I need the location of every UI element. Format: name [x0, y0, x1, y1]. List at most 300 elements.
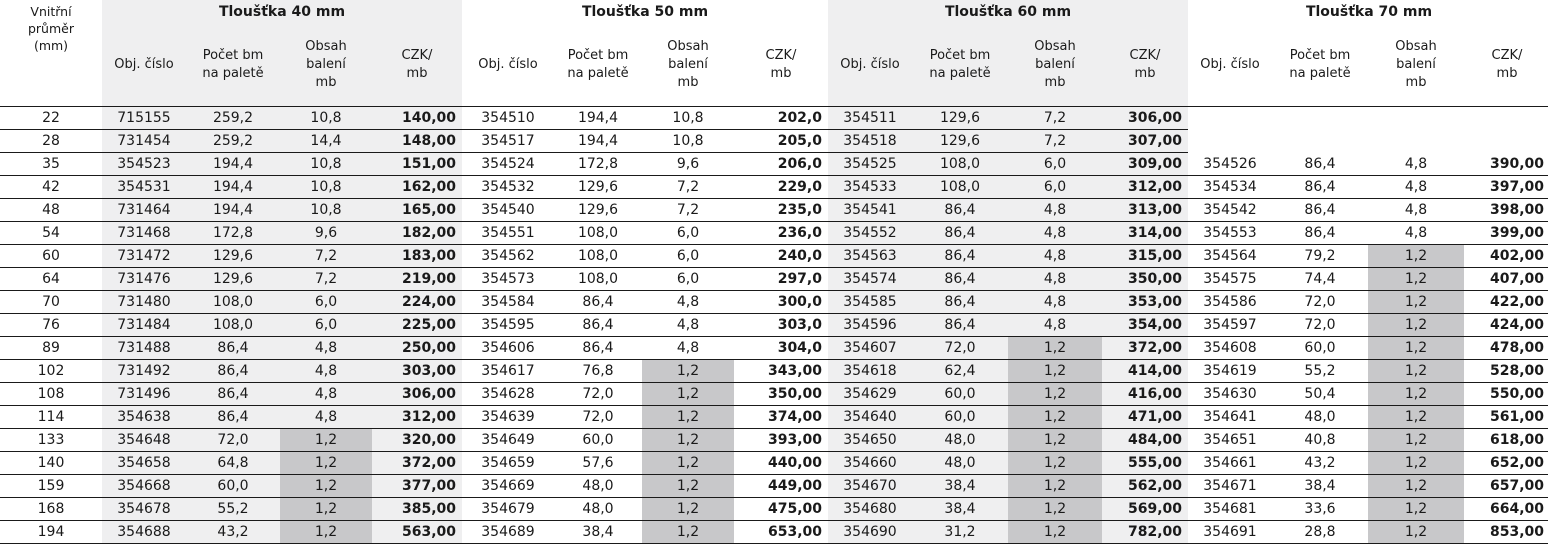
pallet-length-cell: 72,0	[554, 406, 642, 429]
package-content-cell: 4,8	[280, 406, 372, 429]
package-content-cell: 1,2	[1368, 383, 1464, 406]
pallet-length-cell: 86,4	[912, 291, 1008, 314]
pallet-length-cell: 172,8	[554, 153, 642, 176]
column-header-line: Obsah	[667, 39, 709, 54]
pallet-length-cell: 194,4	[186, 176, 280, 199]
diameter-cell: 64	[0, 268, 102, 291]
package-content-cell: 4,8	[280, 383, 372, 406]
price-cell: 140,00	[372, 107, 462, 130]
order-number-cell: 354651	[1188, 429, 1272, 452]
column-header-line: mb	[770, 66, 792, 81]
price-cell: 151,00	[372, 153, 462, 176]
price-cell: 424,00	[1464, 314, 1548, 337]
order-number-cell: 354595	[462, 314, 554, 337]
pallet-length-cell: 129,6	[912, 107, 1008, 130]
order-number-cell: 354523	[102, 153, 186, 176]
pallet-length-cell: 48,0	[554, 475, 642, 498]
pallet-length-cell: 72,0	[1272, 314, 1368, 337]
pallet-length-cell: 38,4	[554, 521, 642, 544]
order-number-cell: 354607	[828, 337, 912, 360]
price-cell: 372,00	[372, 452, 462, 475]
order-number-cell: 354575	[1188, 268, 1272, 291]
diameter-cell: 133	[0, 429, 102, 452]
order-number-cell: 354542	[1188, 199, 1272, 222]
price-cell: 236,0	[734, 222, 828, 245]
package-content-cell: 1,2	[280, 498, 372, 521]
package-content-cell: 7,2	[280, 245, 372, 268]
pallet-length-cell: 38,4	[912, 498, 1008, 521]
pallet-length-cell: 86,4	[912, 245, 1008, 268]
package-content-cell: 4,8	[280, 337, 372, 360]
group-header-60: Tloušťka 60 mm	[828, 0, 1188, 24]
order-number-cell: 354658	[102, 452, 186, 475]
order-number-cell: 354619	[1188, 360, 1272, 383]
pallet-length-cell: 194,4	[186, 199, 280, 222]
package-content-cell: 4,8	[642, 337, 734, 360]
column-header-pocet	[554, 24, 642, 107]
pallet-length-cell: 86,4	[1272, 199, 1368, 222]
table-row	[0, 314, 1548, 337]
order-number-cell	[1188, 130, 1272, 153]
pallet-length-cell: 72,0	[186, 429, 280, 452]
diameter-cell: 22	[0, 107, 102, 130]
package-content-cell: 4,8	[1368, 153, 1464, 176]
price-cell: 664,00	[1464, 498, 1548, 521]
table-row	[0, 521, 1548, 544]
order-number-cell: 354526	[1188, 153, 1272, 176]
package-content-cell: 1,2	[642, 383, 734, 406]
pallet-length-cell: 108,0	[186, 291, 280, 314]
order-number-cell: 731476	[102, 268, 186, 291]
diameter-cell: 159	[0, 475, 102, 498]
package-content-cell: 1,2	[1008, 452, 1102, 475]
column-header-line: CZK/	[765, 48, 797, 63]
column-header-line: CZK/	[1491, 48, 1523, 63]
price-cell: 224,00	[372, 291, 462, 314]
pallet-length-cell: 60,0	[554, 429, 642, 452]
pallet-length-cell: 86,4	[912, 222, 1008, 245]
package-content-cell	[1368, 130, 1464, 153]
group-header-40: Tloušťka 40 mm	[102, 0, 462, 24]
pallet-length-cell: 72,0	[1272, 291, 1368, 314]
price-cell: 416,00	[1102, 383, 1188, 406]
diameter-cell: 42	[0, 176, 102, 199]
order-number-cell: 354639	[462, 406, 554, 429]
price-cell: 182,00	[372, 222, 462, 245]
diameter-label-line: (mm)	[33, 38, 69, 53]
price-cell: 229,0	[734, 176, 828, 199]
pallet-length-cell: 194,4	[554, 130, 642, 153]
price-cell: 225,00	[372, 314, 462, 337]
price-cell: 350,00	[734, 383, 828, 406]
package-content-cell: 1,2	[642, 452, 734, 475]
pallet-length-cell: 38,4	[1272, 475, 1368, 498]
pallet-length-cell: 108,0	[554, 268, 642, 291]
column-header-line: Obj. číslo	[1200, 57, 1260, 72]
pallet-length-cell: 108,0	[554, 245, 642, 268]
price-cell: 250,00	[372, 337, 462, 360]
price-cell: 162,00	[372, 176, 462, 199]
package-content-cell: 14,4	[280, 130, 372, 153]
order-number-cell: 354541	[828, 199, 912, 222]
order-number-cell: 354531	[102, 176, 186, 199]
package-content-cell: 4,8	[642, 314, 734, 337]
pallet-length-cell: 108,0	[912, 153, 1008, 176]
price-cell: 398,00	[1464, 199, 1548, 222]
diameter-cell: 108	[0, 383, 102, 406]
column-header-line: CZK/	[1129, 48, 1161, 63]
package-content-cell: 1,2	[642, 429, 734, 452]
pallet-length-cell: 86,4	[912, 268, 1008, 291]
column-header-line: Obsah	[305, 39, 347, 54]
package-content-cell: 7,2	[642, 199, 734, 222]
price-cell: 240,0	[734, 245, 828, 268]
order-number-cell: 354562	[462, 245, 554, 268]
order-number-cell: 354650	[828, 429, 912, 452]
diameter-label-line: Vnitřní	[30, 4, 72, 19]
pallet-length-cell: 50,4	[1272, 383, 1368, 406]
order-number-cell: 354640	[828, 406, 912, 429]
price-cell: 397,00	[1464, 176, 1548, 199]
pallet-length-cell: 194,4	[554, 107, 642, 130]
table-row	[0, 245, 1548, 268]
pallet-length-cell: 48,0	[912, 452, 1008, 475]
pallet-length-cell: 129,6	[186, 268, 280, 291]
price-cell: 183,00	[372, 245, 462, 268]
column-header-czk	[1464, 24, 1548, 107]
price-cell: 569,00	[1102, 498, 1188, 521]
order-number-cell: 354641	[1188, 406, 1272, 429]
table-row	[0, 383, 1548, 406]
column-header-obj	[102, 24, 186, 107]
price-cell: 235,0	[734, 199, 828, 222]
package-content-cell: 1,2	[1368, 498, 1464, 521]
price-cell: 653,00	[734, 521, 828, 544]
package-content-cell: 1,2	[642, 475, 734, 498]
price-cell: 320,00	[372, 429, 462, 452]
order-number-cell: 715155	[102, 107, 186, 130]
package-content-cell: 6,0	[1008, 176, 1102, 199]
package-content-cell: 4,8	[280, 360, 372, 383]
package-content-cell: 4,8	[1008, 245, 1102, 268]
order-number-cell: 354551	[462, 222, 554, 245]
price-cell: 148,00	[372, 130, 462, 153]
package-content-cell: 7,2	[642, 176, 734, 199]
package-content-cell: 1,2	[1008, 406, 1102, 429]
table-row	[0, 337, 1548, 360]
package-content-cell: 9,6	[280, 222, 372, 245]
column-header-czk	[1102, 24, 1188, 107]
column-header-obsah	[1368, 24, 1464, 107]
price-cell: 312,00	[1102, 176, 1188, 199]
order-number-cell: 731488	[102, 337, 186, 360]
order-number-cell: 731472	[102, 245, 186, 268]
pallet-length-cell: 33,6	[1272, 498, 1368, 521]
price-cell: 407,00	[1464, 268, 1548, 291]
pallet-length-cell: 38,4	[912, 475, 1008, 498]
table-row	[0, 176, 1548, 199]
column-header-line: Počet bm	[202, 48, 264, 63]
order-number-cell: 354629	[828, 383, 912, 406]
column-header-line: na paletě	[202, 66, 264, 81]
price-cell: 307,00	[1102, 130, 1188, 153]
pallet-length-cell: 259,2	[186, 107, 280, 130]
order-number-cell: 354533	[828, 176, 912, 199]
price-cell: 449,00	[734, 475, 828, 498]
pallet-length-cell: 62,4	[912, 360, 1008, 383]
package-content-cell: 6,0	[642, 268, 734, 291]
package-content-cell: 4,8	[1368, 176, 1464, 199]
package-content-cell: 1,2	[1008, 383, 1102, 406]
column-header-line: mb	[1405, 75, 1427, 90]
price-cell: 618,00	[1464, 429, 1548, 452]
price-cell: 206,0	[734, 153, 828, 176]
price-cell: 528,00	[1464, 360, 1548, 383]
pallet-length-cell: 86,4	[1272, 153, 1368, 176]
diameter-cell: 89	[0, 337, 102, 360]
price-cell: 306,00	[372, 383, 462, 406]
diameter-cell: 35	[0, 153, 102, 176]
order-number-cell: 354517	[462, 130, 554, 153]
pallet-length-cell: 259,2	[186, 130, 280, 153]
pallet-length-cell: 60,0	[912, 406, 1008, 429]
package-content-cell: 1,2	[1368, 360, 1464, 383]
pallet-length-cell: 86,4	[554, 291, 642, 314]
package-content-cell: 6,0	[642, 222, 734, 245]
package-content-cell: 4,8	[1368, 199, 1464, 222]
price-cell: 297,0	[734, 268, 828, 291]
order-number-cell: 354660	[828, 452, 912, 475]
price-cell: 300,0	[734, 291, 828, 314]
table-row	[0, 130, 1548, 153]
price-cell	[1464, 107, 1548, 130]
diameter-cell: 48	[0, 199, 102, 222]
package-content-cell: 1,2	[1368, 291, 1464, 314]
table-row	[0, 291, 1548, 314]
pallet-length-cell: 79,2	[1272, 245, 1368, 268]
column-header-line: Počet bm	[567, 48, 629, 63]
price-cell: 471,00	[1102, 406, 1188, 429]
pallet-length-cell: 86,4	[186, 383, 280, 406]
column-header-row	[0, 24, 1548, 107]
pallet-length-cell: 129,6	[554, 199, 642, 222]
column-header-line: mb	[315, 75, 337, 90]
column-header-pocet	[1272, 24, 1368, 107]
table-row	[0, 107, 1548, 130]
column-header-line: balení	[668, 57, 708, 72]
column-header-line: mb	[1134, 66, 1156, 81]
price-cell: 390,00	[1464, 153, 1548, 176]
price-cell: 478,00	[1464, 337, 1548, 360]
column-header-line: Obj. číslo	[840, 57, 900, 72]
price-cell	[1464, 130, 1548, 153]
table-row	[0, 199, 1548, 222]
pallet-length-cell: 43,2	[186, 521, 280, 544]
price-cell: 652,00	[1464, 452, 1548, 475]
order-number-cell: 354628	[462, 383, 554, 406]
table-row	[0, 268, 1548, 291]
package-content-cell: 1,2	[1008, 521, 1102, 544]
pallet-length-cell: 60,0	[1272, 337, 1368, 360]
pallet-length-cell: 55,2	[1272, 360, 1368, 383]
order-number-cell: 354691	[1188, 521, 1272, 544]
pallet-length-cell: 64,8	[186, 452, 280, 475]
pallet-length-cell: 43,2	[1272, 452, 1368, 475]
column-header-line: mb	[406, 66, 428, 81]
diameter-cell: 102	[0, 360, 102, 383]
price-cell: 309,00	[1102, 153, 1188, 176]
pallet-length-cell: 72,0	[912, 337, 1008, 360]
pallet-length-cell: 55,2	[186, 498, 280, 521]
order-number-cell: 354573	[462, 268, 554, 291]
pallet-length-cell: 86,4	[554, 314, 642, 337]
price-cell: 205,0	[734, 130, 828, 153]
package-content-cell: 6,0	[1008, 153, 1102, 176]
column-header-line: balení	[1396, 57, 1436, 72]
package-content-cell: 1,2	[280, 521, 372, 544]
column-header-line: na paletě	[567, 66, 629, 81]
package-content-cell: 9,6	[642, 153, 734, 176]
price-cell: 219,00	[372, 268, 462, 291]
pallet-length-cell: 108,0	[912, 176, 1008, 199]
pallet-length-cell: 76,8	[554, 360, 642, 383]
package-content-cell: 4,8	[1008, 314, 1102, 337]
order-number-cell: 354574	[828, 268, 912, 291]
price-cell: 414,00	[1102, 360, 1188, 383]
pallet-length-cell: 60,0	[186, 475, 280, 498]
pallet-length-cell: 57,6	[554, 452, 642, 475]
package-content-cell: 6,0	[280, 314, 372, 337]
column-header-line: na paletě	[1289, 66, 1351, 81]
order-number-cell: 731496	[102, 383, 186, 406]
column-header-obsah	[1008, 24, 1102, 107]
package-content-cell: 1,2	[642, 521, 734, 544]
price-cell: 555,00	[1102, 452, 1188, 475]
price-cell: 657,00	[1464, 475, 1548, 498]
price-cell: 374,00	[734, 406, 828, 429]
column-header-line: mb	[1044, 75, 1066, 90]
order-number-cell: 354678	[102, 498, 186, 521]
order-number-cell: 354618	[828, 360, 912, 383]
column-header-line: balení	[1035, 57, 1075, 72]
group-header-50: Tloušťka 50 mm	[462, 0, 828, 24]
column-header-line: balení	[306, 57, 346, 72]
price-cell: 399,00	[1464, 222, 1548, 245]
order-number-cell: 354518	[828, 130, 912, 153]
column-header-line: mb	[677, 75, 699, 90]
order-number-cell: 354606	[462, 337, 554, 360]
package-content-cell: 1,2	[280, 452, 372, 475]
package-content-cell: 7,2	[280, 268, 372, 291]
diameter-cell: 168	[0, 498, 102, 521]
order-number-cell: 354648	[102, 429, 186, 452]
order-number-cell: 354511	[828, 107, 912, 130]
table-row	[0, 222, 1548, 245]
package-content-cell: 1,2	[1368, 406, 1464, 429]
package-content-cell: 4,8	[1008, 222, 1102, 245]
order-number-cell: 354638	[102, 406, 186, 429]
order-number-cell: 354668	[102, 475, 186, 498]
price-cell: 377,00	[372, 475, 462, 498]
pallet-length-cell: 129,6	[912, 130, 1008, 153]
package-content-cell: 1,2	[280, 429, 372, 452]
diameter-cell: 70	[0, 291, 102, 314]
pallet-length-cell: 86,4	[186, 406, 280, 429]
order-number-cell: 354540	[462, 199, 554, 222]
diameter-cell: 76	[0, 314, 102, 337]
order-number-cell: 354617	[462, 360, 554, 383]
price-cell: 853,00	[1464, 521, 1548, 544]
package-content-cell: 1,2	[1008, 429, 1102, 452]
pallet-length-cell: 129,6	[186, 245, 280, 268]
diameter-cell: 194	[0, 521, 102, 544]
price-cell: 393,00	[734, 429, 828, 452]
diameter-cell: 28	[0, 130, 102, 153]
table-row	[0, 429, 1548, 452]
order-number-cell: 354680	[828, 498, 912, 521]
pallet-length-cell: 86,4	[186, 337, 280, 360]
package-content-cell: 1,2	[1368, 337, 1464, 360]
order-number-cell: 731480	[102, 291, 186, 314]
order-number-cell: 354534	[1188, 176, 1272, 199]
pallet-length-cell: 72,0	[554, 383, 642, 406]
column-header-czk	[372, 24, 462, 107]
price-cell: 563,00	[372, 521, 462, 544]
package-content-cell: 1,2	[1368, 268, 1464, 291]
package-content-cell: 10,8	[642, 130, 734, 153]
column-header-line: Obj. číslo	[114, 57, 174, 72]
package-content-cell: 4,8	[642, 291, 734, 314]
pallet-length-cell: 108,0	[554, 222, 642, 245]
price-cell: 353,00	[1102, 291, 1188, 314]
order-number-cell: 731492	[102, 360, 186, 383]
pallet-length-cell: 28,8	[1272, 521, 1368, 544]
order-number-cell: 354690	[828, 521, 912, 544]
price-cell: 313,00	[1102, 199, 1188, 222]
diameter-cell: 140	[0, 452, 102, 475]
group-header-70: Tloušťka 70 mm	[1188, 0, 1548, 24]
price-cell: 354,00	[1102, 314, 1188, 337]
pallet-length-cell: 86,4	[1272, 222, 1368, 245]
package-content-cell: 1,2	[1368, 452, 1464, 475]
order-number-cell: 731468	[102, 222, 186, 245]
column-header-line: CZK/	[401, 48, 433, 63]
package-content-cell: 1,2	[1368, 429, 1464, 452]
price-cell: 314,00	[1102, 222, 1188, 245]
column-header-line: Počet bm	[1289, 48, 1351, 63]
order-number-cell: 354553	[1188, 222, 1272, 245]
order-number-cell: 354670	[828, 475, 912, 498]
price-cell: 202,0	[734, 107, 828, 130]
diameter-header	[0, 0, 102, 107]
pallet-length-cell: 48,0	[1272, 406, 1368, 429]
package-content-cell: 10,8	[642, 107, 734, 130]
column-header-obj	[828, 24, 912, 107]
package-content-cell: 10,8	[280, 153, 372, 176]
order-number-cell: 354585	[828, 291, 912, 314]
order-number-cell: 354584	[462, 291, 554, 314]
order-number-cell: 354524	[462, 153, 554, 176]
pallet-length-cell: 86,4	[1272, 176, 1368, 199]
table-row	[0, 452, 1548, 475]
package-content-cell: 4,8	[1008, 199, 1102, 222]
order-number-cell: 354659	[462, 452, 554, 475]
price-cell: 372,00	[1102, 337, 1188, 360]
column-header-obj	[462, 24, 554, 107]
table-row	[0, 360, 1548, 383]
order-number-cell: 354669	[462, 475, 554, 498]
pallet-length-cell: 86,4	[554, 337, 642, 360]
